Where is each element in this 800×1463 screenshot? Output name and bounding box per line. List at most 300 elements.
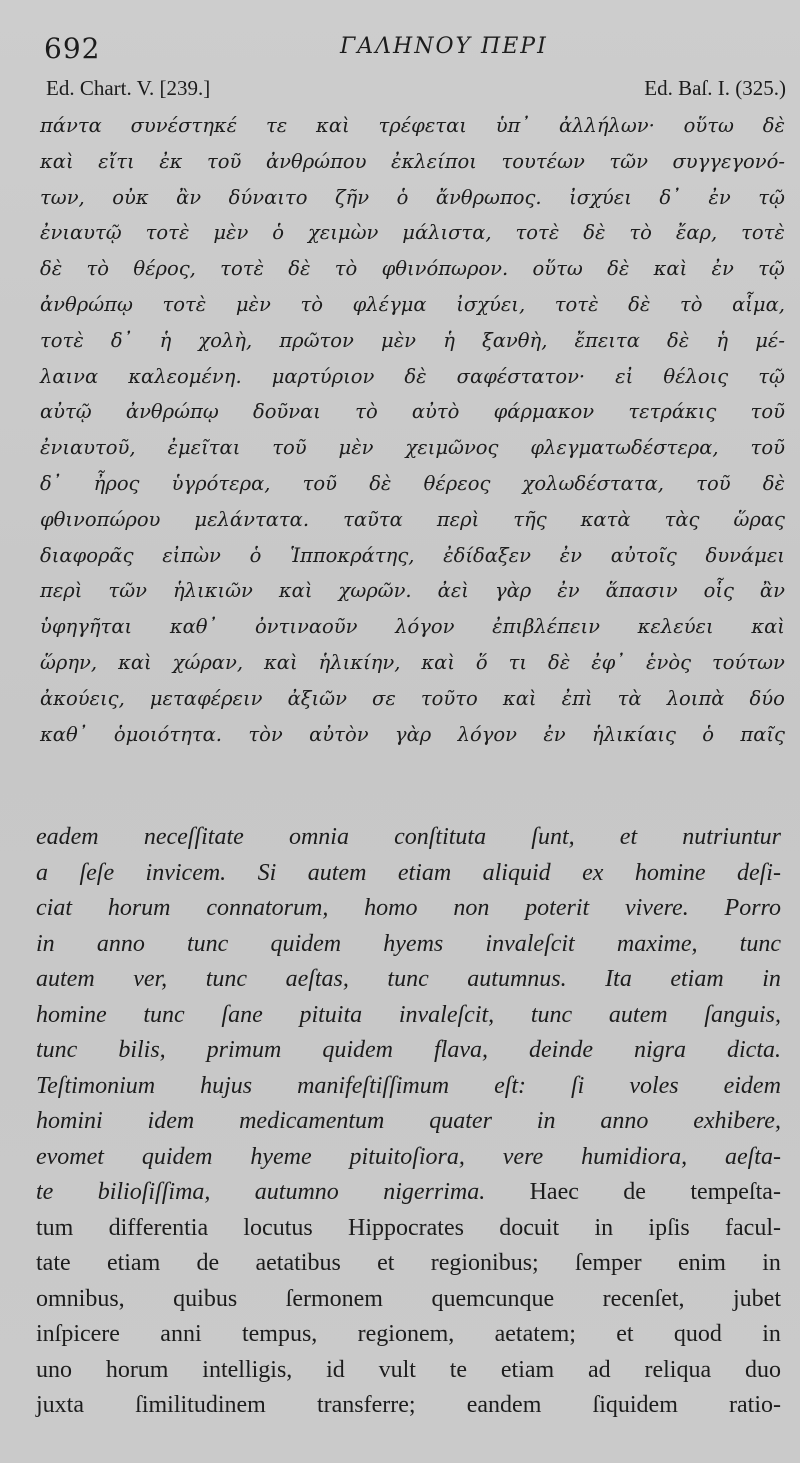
word: δὲ: [40, 257, 63, 281]
word: τῷ: [758, 257, 785, 281]
word: de: [196, 1250, 220, 1276]
greek-text-line: [40, 359, 785, 395]
word: δ᾽: [40, 471, 62, 495]
word: pituita: [299, 1001, 363, 1028]
word: τὸ: [355, 400, 378, 424]
word: σαφέστατον·: [456, 364, 586, 388]
word: ἀκούεις,: [40, 686, 125, 710]
word: ἡ: [443, 328, 455, 352]
word: ſimilitudinem: [135, 1392, 266, 1418]
word: ratio-: [729, 1392, 781, 1418]
word: δὲ: [288, 257, 311, 281]
word: ἀνθρώπῳ: [40, 292, 133, 316]
latin-text-line: [36, 927, 781, 963]
word: ὑγρότερα,: [171, 471, 271, 495]
word: χειμὼν: [307, 221, 379, 245]
word: manifeſtiſſimum: [297, 1072, 450, 1099]
word: ex: [582, 859, 604, 886]
word: συνέστηκέ: [130, 114, 238, 137]
word: tempus,: [241, 1321, 318, 1347]
word: ὀντιναοῦν: [254, 615, 358, 639]
word: vult: [378, 1356, 416, 1383]
word: τοτὲ: [145, 221, 190, 245]
word: ἀνθρώπῳ: [125, 400, 219, 424]
word: tunc: [530, 1001, 573, 1028]
word: τε: [265, 114, 288, 137]
word: ἐνιαυτῷ: [40, 221, 122, 245]
latin-text-line: [36, 1353, 781, 1389]
word: primum: [206, 1037, 282, 1063]
word: μέ-: [755, 328, 785, 352]
word: recenſet,: [602, 1285, 685, 1312]
word: docuit: [499, 1214, 560, 1241]
word: ipſis: [648, 1214, 690, 1241]
word: τῶν: [108, 579, 147, 603]
word: ἑνὸς: [646, 650, 691, 674]
word: in: [594, 1214, 614, 1241]
word: τρέφεται: [378, 114, 467, 137]
word: διαφορᾶς: [40, 543, 134, 567]
word: horum: [107, 895, 171, 921]
word: autumnus.: [467, 966, 567, 992]
word: ἐκλείποι: [391, 149, 477, 173]
word: καλεομένη.: [128, 364, 242, 388]
word: αὐτοῖς: [610, 543, 677, 567]
word: μὲν: [338, 436, 374, 460]
word: conſtituta: [394, 824, 487, 850]
word: ὁ: [272, 221, 285, 245]
running-title: ΓΑΛΗΝΟΥ ΠΕΡΙ: [340, 34, 548, 59]
word: εἰπὼν: [162, 543, 221, 567]
greek-text-line: [40, 502, 785, 538]
word: τοῦ: [207, 149, 242, 173]
word: ſane: [221, 1001, 263, 1028]
word: ὥρας: [733, 507, 785, 531]
word: quidem: [270, 930, 342, 957]
word: ἡλικίαις: [592, 722, 676, 746]
word: quod: [673, 1321, 722, 1347]
latin-text-line: [36, 1033, 781, 1069]
word: invaleſcit,: [398, 1001, 495, 1028]
word: δὲ: [548, 650, 571, 674]
word: ἀεὶ: [437, 579, 469, 603]
word: tempeſta-: [690, 1179, 781, 1205]
word: aetatem;: [494, 1321, 576, 1347]
word: ξανθὴ,: [482, 328, 548, 352]
word: ἰσχύει,: [456, 292, 526, 316]
word: non: [453, 895, 490, 921]
word: γὰρ: [394, 722, 432, 746]
word: horum: [105, 1356, 169, 1383]
word: anno: [96, 930, 145, 957]
word: καὶ: [653, 257, 688, 281]
word: τὸ: [629, 221, 652, 245]
greek-text-line: [40, 144, 785, 180]
latin-text-block: [36, 820, 781, 1424]
word: φλεγματωδέστερα,: [530, 436, 719, 460]
word: homine: [634, 859, 706, 886]
word: τοτὲ: [162, 292, 207, 316]
word: τοῦ: [696, 471, 731, 495]
word: quibus: [173, 1285, 238, 1312]
word: etiam: [106, 1250, 161, 1276]
word: Teſtimonium: [36, 1072, 156, 1099]
word: te: [36, 1179, 54, 1205]
word: connatorum,: [206, 895, 329, 921]
word: Ἱπποκράτης,: [290, 543, 415, 567]
word: ὅ: [475, 650, 488, 674]
latin-text-line: [36, 1140, 781, 1176]
word: ver,: [133, 966, 168, 992]
word: τῷ: [758, 185, 785, 209]
word: invicem.: [145, 859, 227, 886]
word: ἐν: [557, 579, 580, 603]
word: ſanguis,: [704, 1001, 781, 1028]
word: ἡλικίην,: [318, 650, 401, 674]
word: φλέγμα: [352, 292, 427, 316]
word: Haec: [529, 1179, 579, 1205]
word: τὸν: [248, 722, 283, 746]
word: τοῦτο: [420, 686, 478, 710]
word: quater: [429, 1108, 492, 1134]
word: differentia: [108, 1214, 209, 1241]
word: ſiquidem: [592, 1392, 678, 1418]
latin-text-line: [36, 998, 781, 1034]
word: ἅπασιν: [605, 579, 678, 603]
word: λοιπὰ: [666, 686, 725, 710]
word: τετράκις: [628, 400, 717, 424]
word: bilis,: [118, 1037, 166, 1063]
word: δ᾽: [110, 328, 133, 352]
word: τὰ: [617, 686, 642, 710]
word: ἐν: [559, 543, 582, 567]
word: eandem: [466, 1392, 542, 1418]
word: μεταφέρειν: [149, 686, 263, 710]
word: tunc: [36, 1037, 78, 1063]
greek-text-line: [40, 609, 785, 645]
word: id: [326, 1356, 345, 1383]
word: jubet: [733, 1285, 781, 1312]
latin-text-line: [36, 1282, 781, 1318]
edition-chartier: Ed. Chart. V. [239.]: [46, 76, 211, 100]
word: τι: [508, 650, 528, 674]
word: juxta: [36, 1392, 84, 1418]
word: inſpicere: [36, 1321, 120, 1347]
word: λαινα: [40, 364, 99, 388]
latin-text-line: [36, 1211, 781, 1247]
word: in: [36, 930, 55, 957]
latin-text-line: [36, 1317, 781, 1353]
word: quidem: [322, 1037, 393, 1063]
word: etiam: [670, 966, 724, 992]
word: tum: [36, 1214, 74, 1241]
word: φθινόπωρον.: [381, 257, 509, 281]
word: ſermonem: [285, 1285, 383, 1312]
word: αὐτὸν: [309, 722, 369, 746]
greek-text-line: [40, 573, 785, 609]
word: καὶ: [118, 650, 152, 674]
word: δὲ: [762, 471, 785, 495]
word: τῷ: [758, 364, 785, 388]
word: invaleſcit: [485, 930, 575, 957]
word: ἔπειτα: [574, 328, 640, 352]
word: in: [762, 1321, 781, 1347]
word: eſt:: [494, 1072, 527, 1099]
greek-text-line: [40, 394, 785, 430]
word: δύναιτο: [228, 185, 308, 209]
word: tunc: [143, 1001, 185, 1028]
word: dicta.: [727, 1037, 781, 1063]
word: δυνάμει: [705, 543, 785, 567]
word: eadem: [36, 824, 99, 850]
word: ἐνιαυτοῦ,: [40, 436, 136, 460]
word: δὲ: [607, 257, 630, 281]
word: δ᾽: [659, 185, 681, 209]
word: poterit: [525, 895, 590, 921]
word: deinde: [529, 1037, 593, 1063]
word: aeſtas,: [285, 966, 349, 992]
greek-text-line: [40, 108, 785, 144]
word: τὸ: [679, 292, 703, 316]
word: enim: [677, 1250, 726, 1276]
word: χωρῶν.: [338, 579, 412, 603]
word: μάλιστα,: [402, 221, 492, 245]
word: τὸ: [300, 292, 323, 316]
greek-text-line: [40, 538, 785, 574]
word: uno: [36, 1356, 72, 1383]
word: τῶν: [609, 149, 648, 173]
word: ſunt,: [531, 824, 575, 850]
greek-text-line: [40, 180, 785, 216]
word: τοῦ: [272, 436, 307, 460]
word: Porro: [724, 895, 781, 921]
word: ἄνθρωπος.: [435, 185, 542, 209]
word: μὲν: [381, 328, 417, 352]
latin-text-line: [36, 1069, 781, 1105]
word: maxime,: [616, 930, 698, 957]
page-header: [40, 24, 780, 64]
latin-text-line: [36, 962, 781, 998]
word: φθινοπώρου: [40, 507, 161, 531]
word: πρῶτον: [279, 328, 354, 352]
word: vivere.: [624, 895, 689, 921]
word: καθ᾽: [40, 722, 88, 746]
word: τούτων: [711, 650, 785, 674]
word: transferre;: [316, 1392, 416, 1418]
edition-basel: Ed. Baſ. I. (325.): [644, 76, 786, 100]
word: medicamentum: [239, 1108, 385, 1134]
word: tunc: [205, 966, 248, 992]
word: χολὴ,: [198, 328, 253, 352]
word: χώραν,: [172, 650, 244, 674]
word: κελεύει: [637, 615, 714, 639]
word: τοῦ: [302, 471, 338, 495]
word: et: [616, 1321, 634, 1347]
word: ὑπ᾽: [495, 114, 531, 137]
word: humidiora,: [581, 1143, 688, 1170]
word: facul-: [725, 1214, 781, 1241]
word: μὲν: [213, 221, 249, 245]
word: voles: [629, 1072, 679, 1099]
greek-text-line: [40, 323, 785, 359]
word: ζῆν: [334, 185, 370, 209]
word: μελάντατα.: [194, 507, 310, 531]
word: χολωδέστατα,: [522, 471, 664, 495]
word: αὐτὸ: [411, 400, 460, 424]
word: ἡ: [716, 328, 729, 352]
word: hyems: [383, 930, 444, 957]
word: ἡλικιῶν: [172, 579, 253, 603]
word: vere: [502, 1143, 544, 1170]
word: ſeſe: [79, 859, 115, 886]
word: anno: [600, 1108, 649, 1134]
word: ὁ: [396, 185, 409, 209]
word: μαρτύριον: [271, 364, 375, 388]
word: ſemper: [575, 1250, 642, 1276]
word: ὁμοιότητα.: [113, 722, 222, 746]
word: καὶ: [421, 650, 455, 674]
word: Hippocrates: [347, 1214, 464, 1241]
word: δὲ: [762, 114, 785, 137]
word: ciat: [36, 895, 72, 921]
word: homo: [364, 895, 418, 921]
word: τουτέων: [501, 149, 585, 173]
word: οὕτω: [683, 114, 734, 137]
word: ταῦτα: [343, 507, 403, 531]
word: hyeme: [250, 1143, 312, 1170]
word: quidem: [141, 1143, 213, 1170]
word: ἡ: [159, 328, 172, 352]
word: evomet: [36, 1143, 104, 1170]
word: eidem: [723, 1072, 781, 1099]
greek-text-line: [40, 251, 785, 287]
greek-text-line: [40, 430, 785, 466]
word: ἐπιβλέπειν: [492, 615, 600, 639]
word: ἰσχύει: [569, 185, 632, 209]
word: εἰ: [615, 364, 634, 388]
word: αὐτῷ: [40, 400, 92, 424]
word: γὰρ: [494, 579, 532, 603]
word: hujus: [200, 1072, 253, 1099]
word: τοτὲ: [554, 292, 599, 316]
greek-text-line: [40, 681, 785, 717]
word: καὶ: [263, 650, 298, 674]
word: δὲ: [628, 292, 651, 316]
word: τοῦ: [750, 400, 785, 424]
word: κατὰ: [580, 507, 631, 531]
word: τοτὲ: [515, 221, 560, 245]
word: λόγον: [395, 615, 455, 639]
word: ἐμεῖται: [167, 436, 241, 460]
word: bilioſiſſima,: [97, 1179, 211, 1205]
word: reliqua: [644, 1356, 712, 1383]
word: autem: [36, 966, 95, 992]
latin-text-line: [36, 820, 781, 856]
word: et: [377, 1250, 395, 1276]
greek-text-line: [40, 645, 785, 681]
word: et: [619, 824, 638, 850]
word: δὲ: [667, 328, 690, 352]
word: πάντα: [40, 114, 102, 137]
word: intelligis,: [202, 1356, 293, 1383]
greek-text-line: [40, 466, 785, 502]
greek-text-block: [40, 108, 785, 752]
word: θέλοις: [663, 364, 729, 388]
word: idem: [147, 1108, 195, 1134]
word: τοτὲ: [40, 328, 84, 352]
word: δύο: [749, 686, 785, 710]
word: δὲ: [404, 364, 427, 388]
word: autem: [307, 859, 367, 886]
word: τοτὲ: [741, 221, 785, 245]
word: οἷς: [703, 579, 734, 603]
word: ὁ: [249, 543, 262, 567]
word: ἀνθρώπου: [265, 149, 367, 173]
latin-text-line: [36, 1104, 781, 1140]
word: ſi: [571, 1072, 585, 1099]
word: homini: [36, 1108, 103, 1134]
word: θέρεος: [423, 471, 491, 495]
word: ἀξιῶν: [287, 686, 347, 710]
word: καὶ: [40, 149, 74, 173]
word: te: [449, 1356, 468, 1383]
word: neceſſitate: [143, 824, 244, 850]
word: καθ᾽: [169, 615, 218, 639]
word: τοῦ: [750, 436, 785, 460]
greek-text-line: [40, 287, 785, 323]
word: tate: [36, 1250, 71, 1276]
word: aetatibus: [255, 1250, 341, 1276]
edition-references: [46, 76, 786, 106]
word: etiam: [500, 1356, 555, 1383]
word: quemcunque: [431, 1285, 555, 1312]
word: autem: [608, 1001, 668, 1028]
word: nigra: [633, 1037, 686, 1063]
word: χειμῶνος: [405, 436, 499, 460]
latin-text-line: [36, 891, 781, 927]
word: ὑφηγῆται: [40, 615, 133, 639]
word: ad: [588, 1356, 611, 1383]
greek-text-line: [40, 717, 785, 753]
word: λόγον: [457, 722, 517, 746]
word: τὰς: [664, 507, 700, 531]
word: nigerrima.: [383, 1179, 486, 1205]
word: συγγεγονό-: [672, 149, 785, 173]
word: τὸ: [334, 257, 358, 281]
word: ἐν: [708, 185, 731, 209]
greek-text-line: [40, 215, 785, 251]
word: καὶ: [751, 615, 785, 639]
word: φάρμακον: [493, 400, 595, 424]
word: παῖς: [740, 722, 785, 746]
word: aeſta-: [724, 1143, 781, 1170]
word: τῆς: [513, 507, 547, 531]
word: nutriuntur: [682, 824, 781, 850]
word: αἷμα,: [732, 292, 785, 316]
word: exhibere,: [693, 1108, 781, 1134]
word: ἦρος: [93, 471, 140, 495]
word: in: [762, 1250, 781, 1276]
word: Ita: [605, 966, 632, 992]
word: οὐκ: [112, 185, 149, 209]
word: τοτὲ: [220, 257, 264, 281]
word: tunc: [739, 930, 781, 957]
word: ὥρην,: [40, 650, 98, 674]
word: locutus: [243, 1214, 313, 1241]
page-number: 692: [44, 32, 101, 65]
word: ἐπὶ: [561, 686, 593, 710]
latin-text-line: [36, 856, 781, 892]
